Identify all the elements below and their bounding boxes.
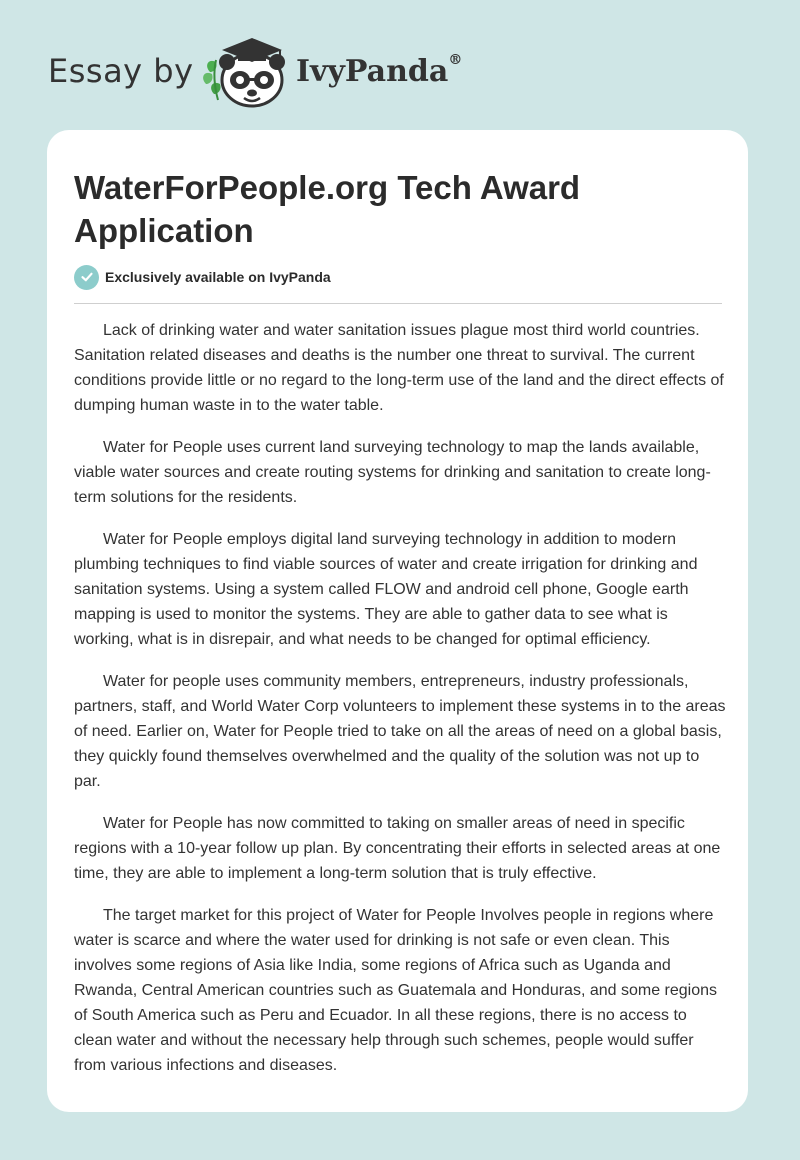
panda-graduate-icon[interactable] xyxy=(200,30,296,110)
paragraph: Water for People employs digital land surveying technology in addition to modern plumbing techniques to find viable sources of water and create irrigation for drinking and sanitation systems. Using a system called FLOW and android cell phone, Google earth mapping is used to monitor the systems. They are able to gather data to see what is working, what is in disrepair, and what needs to be changed for optimal efficiency. xyxy=(74,531,698,648)
article-body xyxy=(74,318,726,1095)
paragraph: Lack of drinking water and water sanitation issues plague most third world countries. Sanitation related diseases and deaths is the number one threat to survival. The current conditions provide little or no regard to the long-term use of the land and the direct effects of dumping human waste in to the water table. xyxy=(74,322,724,414)
paragraph: The target market for this project of Water for People Involves people in regions where water is scarce and where the water used for drinking is not safe or even clean. This involves some regions of Asia like India, some regions of Africa such as Uganda and Rwanda, Central American countries such as Guatemala and Honduras, and some regions of South America such as Peru and Ecuador. In all these regions, there is no access to clean water and without the necessary help through such schemes, people would suffer from various infections and diseases. xyxy=(74,907,718,1074)
essay-by-label: Essay by xyxy=(48,52,194,90)
paragraph: Water for People uses current land surveying technology to map the lands available, viable water sources and create routing systems for drinking and sanitation to create long-term solutions for the residents. xyxy=(74,439,711,506)
article-card xyxy=(47,130,748,1112)
page-title: WaterForPeople.org Tech Award Application xyxy=(74,169,581,249)
brand-logo-text[interactable] xyxy=(296,54,462,89)
registered-mark: ® xyxy=(448,52,463,68)
exclusive-badge xyxy=(74,264,331,290)
paragraph: Water for People has now committed to taking on smaller areas of need in specific regions with a 10-year follow up plan. By concentrating their efforts in selected areas at one time, they are able to implement a long-term solution that is truly effective. xyxy=(74,815,721,882)
site-header xyxy=(48,30,508,110)
divider xyxy=(74,303,722,304)
exclusive-badge-label: Exclusively available on IvyPanda xyxy=(105,269,331,285)
brand-name: IvyPanda xyxy=(296,54,449,89)
checkmark-icon xyxy=(74,265,99,290)
paragraph: Water for people uses community members, entrepreneurs, industry professionals, partners, staff, and World Water Corp volunteers to implement these systems in to the areas of need. Earlier on, Water for People tried to take on all the areas of need on a global basis, they quickly found themselves overwhelmed and the quality of the solution was not up to par. xyxy=(74,673,726,790)
